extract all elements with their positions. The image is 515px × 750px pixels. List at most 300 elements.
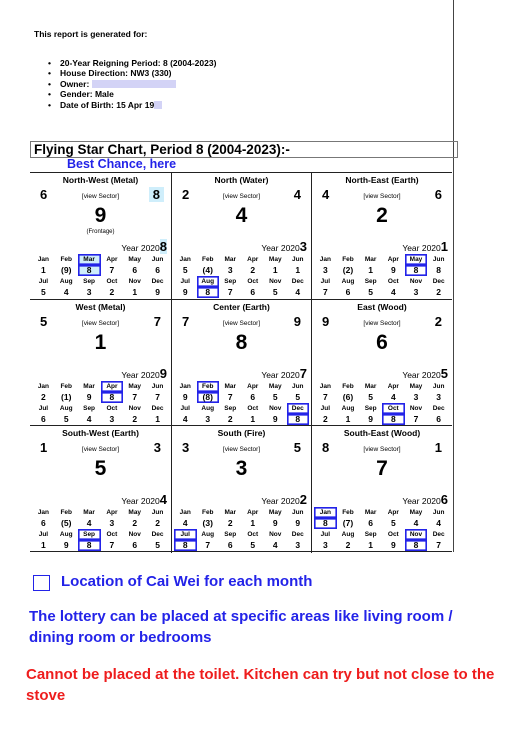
month-name: Jun bbox=[291, 256, 304, 263]
month-star: 9 bbox=[63, 540, 69, 551]
month-name: Jul bbox=[320, 531, 331, 539]
month-name: Mar bbox=[224, 509, 237, 517]
mountain-star: 4 bbox=[322, 187, 330, 202]
sector-name: North (Water) bbox=[214, 175, 269, 185]
month-star: 6 bbox=[41, 413, 46, 424]
month-star: 9 bbox=[182, 287, 188, 297]
month-name: Jun bbox=[291, 382, 304, 390]
year-star: 9 bbox=[159, 365, 167, 381]
monthly-stars bbox=[174, 381, 309, 425]
month-name: Apr bbox=[387, 382, 399, 390]
month-name: Jun bbox=[432, 509, 445, 517]
water-star: 9 bbox=[293, 313, 301, 329]
placement-note: The lottery can be placed at specific areas like living room / dining room or bedrooms bbox=[29, 608, 453, 646]
month-star: 4 bbox=[436, 518, 442, 529]
month-name: Jun bbox=[151, 509, 164, 517]
month-star: (4) bbox=[202, 265, 213, 275]
month-name: Mar bbox=[83, 509, 95, 517]
month-star: 7 bbox=[109, 265, 115, 275]
month-name: May bbox=[268, 509, 282, 517]
month-star: 1 bbox=[368, 265, 374, 275]
month-name: Sep bbox=[224, 278, 237, 285]
monthly-stars bbox=[174, 507, 309, 551]
report-page bbox=[30, 0, 454, 552]
annual-star bbox=[402, 492, 448, 507]
month-name: May bbox=[128, 382, 142, 390]
month-star: 2 bbox=[132, 518, 138, 529]
month-name: Dec bbox=[291, 531, 304, 539]
month-star: 7 bbox=[227, 287, 233, 297]
annual-star bbox=[121, 492, 167, 507]
base-star: 4 bbox=[235, 204, 248, 227]
month-name: Oct bbox=[247, 531, 259, 539]
report-intro: This report is generated for: bbox=[34, 29, 148, 39]
view-sector-link[interactable]: [view Sector] bbox=[363, 193, 401, 200]
best-chance-label: Best Chance, here bbox=[67, 157, 177, 171]
month-name: Jul bbox=[180, 278, 190, 285]
month-star: 1 bbox=[272, 265, 278, 275]
base-star: 9 bbox=[94, 204, 107, 227]
month-name: Feb bbox=[60, 256, 73, 263]
view-sector-link[interactable]: [view Sector] bbox=[222, 446, 261, 454]
month-name: May bbox=[405, 254, 428, 265]
month-name: Jun bbox=[291, 509, 304, 517]
month-star: 2 bbox=[227, 413, 233, 424]
month-star: 2 bbox=[155, 518, 160, 529]
month-star: 7 bbox=[436, 540, 442, 551]
view-sector-link[interactable]: [view Sector] bbox=[81, 446, 120, 454]
month-name: Apr bbox=[247, 382, 259, 390]
month-star: 3 bbox=[413, 287, 419, 297]
sector-name: North-West (Metal) bbox=[62, 175, 139, 185]
month-name: Sep bbox=[364, 278, 377, 285]
month-star: 7 bbox=[155, 391, 160, 402]
sector-n bbox=[172, 173, 312, 300]
month-star: (6) bbox=[342, 391, 354, 402]
month-name: Sep bbox=[364, 531, 377, 539]
monthly-stars bbox=[174, 254, 309, 298]
month-star: 6 bbox=[250, 391, 256, 402]
mountain-star: 1 bbox=[40, 440, 48, 456]
month-star: 5 bbox=[272, 287, 278, 297]
month-name: Apr bbox=[106, 256, 118, 263]
month-name: May bbox=[409, 382, 423, 390]
sector-s bbox=[172, 426, 312, 553]
month-star: 5 bbox=[63, 413, 69, 424]
month-name: Feb bbox=[60, 509, 73, 517]
month-star: 4 bbox=[86, 413, 92, 424]
flying-star-grid bbox=[30, 172, 452, 552]
view-sector-link[interactable]: [view Sector] bbox=[81, 193, 120, 200]
base-star: 3 bbox=[235, 457, 248, 481]
year-star: 2 bbox=[299, 492, 307, 508]
month-name: Apr bbox=[247, 256, 259, 263]
month-star: 9 bbox=[155, 287, 160, 297]
month-name: Sep bbox=[364, 404, 377, 412]
month-name: Mar bbox=[224, 382, 237, 390]
month-star: 4 bbox=[413, 518, 419, 529]
month-star: 5 bbox=[368, 391, 374, 402]
base-star: 6 bbox=[376, 330, 388, 354]
month-name: Feb bbox=[342, 509, 354, 517]
month-star: 1 bbox=[368, 540, 374, 551]
month-star: 4 bbox=[272, 540, 278, 551]
month-name: Aug bbox=[201, 404, 215, 412]
month-name: Jan bbox=[179, 382, 191, 390]
water-star: 8 bbox=[149, 187, 164, 202]
sector-e bbox=[312, 300, 452, 427]
report-info-item bbox=[48, 89, 216, 99]
year-label: Year 2020 bbox=[261, 243, 300, 253]
month-star: 6 bbox=[132, 540, 138, 551]
month-star: 4 bbox=[182, 518, 188, 529]
year-star: 1 bbox=[440, 239, 448, 254]
month-star: 5 bbox=[41, 287, 46, 297]
base-star: 2 bbox=[376, 204, 388, 227]
cai-wei-legend bbox=[31, 573, 491, 595]
month-star: 7 bbox=[322, 287, 328, 297]
year-label: Year 2020 bbox=[121, 243, 160, 253]
month-name: Mar bbox=[364, 509, 377, 517]
month-star: 7 bbox=[132, 391, 138, 402]
month-star: 6 bbox=[368, 518, 374, 529]
month-star: 6 bbox=[436, 413, 442, 424]
month-name: Apr bbox=[247, 509, 259, 517]
month-name: Aug bbox=[341, 531, 355, 539]
monthly-stars bbox=[32, 381, 169, 425]
month-star: 6 bbox=[41, 518, 46, 529]
info-value: Male bbox=[94, 89, 114, 100]
month-star: (7) bbox=[342, 518, 354, 529]
month-star: 8 bbox=[314, 518, 337, 529]
month-star: 1 bbox=[345, 413, 351, 424]
report-info-item bbox=[48, 68, 216, 78]
month-name: Nov bbox=[269, 278, 282, 285]
annual-star bbox=[261, 239, 307, 254]
sector-name: South-East (Wood) bbox=[343, 428, 421, 439]
month-name: Dec bbox=[432, 531, 445, 539]
water-star: 4 bbox=[293, 187, 301, 202]
month-name: Nov bbox=[128, 278, 141, 285]
month-star: 9 bbox=[272, 413, 278, 424]
month-name: Nov bbox=[409, 278, 423, 285]
month-name: May bbox=[268, 382, 282, 390]
month-name: Jun bbox=[151, 256, 164, 263]
report-info-item bbox=[48, 100, 216, 110]
month-name: Nov bbox=[128, 404, 141, 412]
month-name: Apr bbox=[106, 509, 118, 517]
month-name: Feb bbox=[201, 509, 214, 517]
month-name: Jan bbox=[37, 509, 50, 517]
mountain-star: 2 bbox=[182, 187, 190, 202]
month-name: Dec bbox=[432, 404, 445, 412]
month-star: 3 bbox=[227, 265, 233, 275]
month-name: Nov bbox=[269, 404, 282, 412]
month-name: Nov bbox=[269, 531, 282, 539]
month-name: Jan bbox=[314, 507, 337, 518]
month-name: May bbox=[268, 256, 282, 263]
month-star: 9 bbox=[86, 391, 92, 402]
month-star: 2 bbox=[109, 287, 115, 297]
year-star: 4 bbox=[159, 492, 167, 508]
month-name: Jul bbox=[38, 278, 49, 285]
month-star: (9) bbox=[61, 265, 72, 275]
legend-text: Location of Cai Wei for each month bbox=[61, 573, 313, 590]
month-star: 8 bbox=[78, 265, 101, 276]
mountain-star: 7 bbox=[182, 313, 190, 329]
year-star: 3 bbox=[299, 239, 307, 254]
month-star: 5 bbox=[272, 391, 278, 402]
month-star: 8 bbox=[405, 540, 428, 551]
view-sector-link[interactable]: [view Sector] bbox=[222, 319, 261, 327]
month-name: Aug bbox=[201, 531, 215, 539]
month-name: Mar bbox=[364, 382, 377, 390]
month-name: Feb bbox=[342, 382, 354, 390]
month-star: 7 bbox=[205, 540, 211, 551]
month-star: 8 bbox=[436, 265, 442, 275]
year-label: Year 2020 bbox=[121, 496, 160, 507]
month-name: Apr bbox=[387, 509, 399, 517]
sector-nw bbox=[30, 173, 172, 300]
month-name: Dec bbox=[287, 403, 310, 414]
year-label: Year 2020 bbox=[261, 496, 300, 507]
month-name: Aug bbox=[341, 404, 355, 412]
month-name: Feb bbox=[342, 256, 354, 263]
month-star: 5 bbox=[390, 518, 396, 529]
month-name: Mar bbox=[83, 382, 95, 390]
month-star: 3 bbox=[436, 391, 442, 402]
year-star: 5 bbox=[440, 365, 448, 381]
mountain-star: 8 bbox=[322, 440, 330, 456]
month-star: 1 bbox=[250, 413, 256, 424]
month-star: 1 bbox=[155, 413, 160, 424]
annual-star bbox=[402, 366, 448, 381]
year-star: 6 bbox=[440, 492, 448, 508]
base-star: 5 bbox=[94, 457, 107, 481]
annual-star bbox=[261, 492, 307, 507]
month-star: 3 bbox=[413, 391, 419, 402]
month-star: 2 bbox=[322, 413, 328, 424]
month-star: 2 bbox=[41, 391, 46, 402]
redacted-field bbox=[154, 101, 162, 109]
monthly-stars bbox=[32, 254, 169, 298]
report-info-list bbox=[48, 58, 216, 110]
month-name: Dec bbox=[151, 278, 164, 285]
month-star: (5) bbox=[61, 518, 72, 529]
month-name: Jan bbox=[37, 256, 50, 263]
month-name: Dec bbox=[151, 404, 164, 412]
year-star: 7 bbox=[299, 365, 307, 381]
year-label: Year 2020 bbox=[261, 369, 300, 380]
month-name: Sep bbox=[83, 404, 96, 412]
month-star: 2 bbox=[132, 413, 138, 424]
month-name: May bbox=[128, 256, 142, 263]
month-star: 9 bbox=[182, 391, 188, 402]
month-star: 8 bbox=[287, 414, 310, 425]
month-name: Oct bbox=[387, 531, 399, 539]
monthly-stars bbox=[32, 507, 169, 551]
month-star: 9 bbox=[368, 413, 374, 424]
month-name: Oct bbox=[387, 278, 399, 285]
month-star: 4 bbox=[390, 287, 396, 297]
info-value: 8 (2004-2023) bbox=[163, 58, 217, 68]
monthly-stars bbox=[314, 254, 450, 298]
year-label: Year 2020 bbox=[402, 369, 441, 380]
sector-se bbox=[312, 426, 452, 553]
month-star: 6 bbox=[250, 287, 256, 297]
month-name: Aug bbox=[59, 531, 73, 539]
cai-wei-marker-icon bbox=[33, 575, 50, 591]
month-name: Jul bbox=[320, 404, 331, 412]
month-name: Mar bbox=[78, 254, 101, 265]
view-sector-link[interactable]: [view Sector] bbox=[222, 193, 261, 200]
month-star: 2 bbox=[227, 518, 233, 529]
base-star: 8 bbox=[235, 330, 248, 354]
month-name: Feb bbox=[197, 381, 220, 392]
month-star: 3 bbox=[322, 540, 328, 551]
month-star: 5 bbox=[250, 540, 256, 551]
month-name: Aug bbox=[197, 276, 220, 287]
month-star: 1 bbox=[295, 265, 301, 275]
month-star: 4 bbox=[86, 518, 92, 529]
month-name: Sep bbox=[224, 404, 237, 412]
month-name: Jun bbox=[432, 382, 445, 390]
month-star: 5 bbox=[182, 265, 188, 275]
mountain-star: 9 bbox=[322, 313, 330, 329]
month-star: 8 bbox=[382, 414, 405, 425]
year-label: Year 2020 bbox=[402, 496, 441, 507]
month-name: Jan bbox=[319, 382, 331, 390]
month-name: Oct bbox=[382, 403, 405, 414]
month-star: (8) bbox=[197, 392, 220, 403]
month-star: 8 bbox=[78, 540, 101, 551]
month-name: May bbox=[128, 509, 142, 517]
water-star: 7 bbox=[153, 313, 161, 329]
month-name: Oct bbox=[106, 531, 118, 539]
month-star: 4 bbox=[182, 413, 188, 424]
month-name: Sep bbox=[78, 529, 101, 540]
mountain-star: 5 bbox=[40, 313, 48, 329]
month-name: Jul bbox=[174, 529, 197, 540]
sector-name: South-West (Earth) bbox=[62, 428, 139, 439]
month-star: 1 bbox=[132, 287, 138, 297]
month-star: 3 bbox=[295, 540, 301, 551]
info-value: NW3 (330) bbox=[130, 68, 172, 79]
month-name: Oct bbox=[247, 404, 259, 412]
month-name: Aug bbox=[59, 404, 73, 412]
month-name: Jul bbox=[320, 278, 331, 285]
month-name: Jan bbox=[179, 509, 191, 517]
month-star: 2 bbox=[345, 540, 351, 551]
month-name: Dec bbox=[291, 278, 304, 285]
month-star: 2 bbox=[436, 287, 442, 297]
month-star: 8 bbox=[174, 540, 197, 551]
view-sector-link[interactable]: [view Sector] bbox=[363, 319, 401, 327]
month-name: Nov bbox=[405, 529, 428, 540]
year-star: 8 bbox=[159, 239, 167, 254]
water-star: 5 bbox=[293, 440, 301, 456]
month-name: Jan bbox=[37, 382, 50, 390]
month-star: 9 bbox=[295, 518, 301, 529]
month-name: Feb bbox=[201, 256, 214, 263]
base-star: 7 bbox=[376, 457, 388, 481]
info-label: Owner: bbox=[60, 78, 90, 89]
info-label: House Direction: bbox=[60, 68, 129, 79]
month-star: 3 bbox=[322, 265, 328, 275]
month-star: 8 bbox=[101, 392, 124, 403]
month-name: Jan bbox=[179, 256, 191, 263]
month-star: 7 bbox=[227, 391, 233, 402]
month-name: Jun bbox=[151, 382, 164, 390]
mountain-star: 3 bbox=[182, 440, 190, 456]
report-info-item bbox=[48, 58, 216, 68]
water-star: 1 bbox=[434, 440, 442, 456]
month-star: 1 bbox=[41, 540, 46, 551]
month-star: 4 bbox=[63, 287, 69, 297]
base-star: 1 bbox=[94, 330, 107, 354]
info-value: 15 Apr 19 bbox=[116, 99, 155, 110]
monthly-stars bbox=[314, 507, 450, 551]
annual-star bbox=[121, 239, 167, 254]
sector-c bbox=[172, 300, 312, 427]
month-star: 5 bbox=[295, 391, 301, 402]
info-label: 20-Year Reigning Period: bbox=[60, 58, 161, 68]
month-star: 4 bbox=[295, 287, 301, 297]
sector-name: West (Metal) bbox=[75, 301, 126, 312]
month-star: 3 bbox=[109, 413, 115, 424]
month-name: Nov bbox=[128, 531, 141, 539]
month-name: Oct bbox=[247, 278, 259, 285]
view-sector-link[interactable]: [view Sector] bbox=[81, 319, 120, 327]
info-label: Gender: bbox=[60, 89, 93, 100]
mountain-star: 6 bbox=[40, 187, 48, 202]
month-name: May bbox=[409, 509, 423, 517]
month-name: Aug bbox=[59, 278, 73, 285]
month-star: 3 bbox=[86, 287, 92, 297]
month-name: Mar bbox=[224, 256, 237, 263]
sector-sw bbox=[30, 426, 172, 553]
water-star: 6 bbox=[434, 187, 442, 202]
month-name: Jan bbox=[319, 256, 331, 263]
month-star: 4 bbox=[390, 391, 396, 402]
month-star: 6 bbox=[132, 265, 138, 275]
monthly-stars bbox=[314, 381, 450, 425]
annual-star bbox=[121, 366, 167, 381]
month-name: Jul bbox=[38, 404, 49, 412]
month-name: Apr bbox=[387, 256, 399, 263]
year-label: Year 2020 bbox=[121, 369, 160, 380]
month-star: 7 bbox=[322, 391, 328, 402]
month-star: 9 bbox=[390, 540, 396, 551]
month-star: 1 bbox=[250, 518, 256, 529]
sector-ne bbox=[312, 173, 452, 300]
sector-name: North-East (Earth) bbox=[345, 175, 419, 185]
chart-title: Flying Star Chart, Period 8 (2004-2023):- bbox=[30, 141, 458, 158]
month-name: Sep bbox=[83, 278, 96, 285]
month-star: 6 bbox=[155, 265, 160, 275]
month-name: Jul bbox=[38, 531, 49, 539]
month-star: 3 bbox=[205, 413, 211, 424]
month-star: 8 bbox=[405, 265, 428, 276]
sector-name: South (Fire) bbox=[217, 428, 266, 439]
sector-name: East (Wood) bbox=[357, 301, 407, 312]
frontage-label: (Frontage) bbox=[86, 229, 115, 235]
month-star: 1 bbox=[41, 265, 46, 275]
view-sector-link[interactable]: [view Sector] bbox=[363, 446, 401, 454]
month-star: 7 bbox=[413, 413, 419, 424]
month-star: 5 bbox=[155, 540, 160, 551]
month-name: Dec bbox=[151, 531, 164, 539]
